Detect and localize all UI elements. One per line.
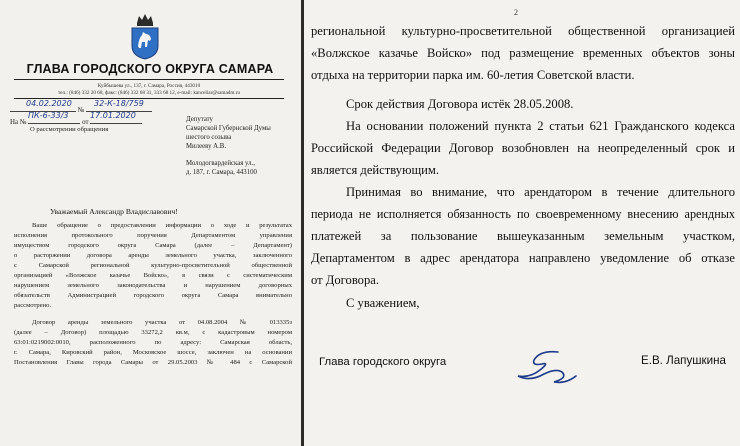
- handwritten-ref-number: ПК-6-33/3: [28, 111, 69, 120]
- recipient-line: Депутату: [186, 116, 213, 123]
- page-number: 2: [514, 8, 518, 17]
- para2-line: г. Самара, Кировский район, Московское шоссе, заключен на основании: [14, 349, 292, 356]
- basis-line: является действующим.: [311, 163, 440, 177]
- notice-line: от Договора.: [311, 273, 380, 287]
- recipient-line: Молодогвардейская ул.,: [186, 160, 255, 167]
- notice-line: платежей за пользование вышеуказанным земельным участком,: [311, 229, 735, 243]
- closing-phrase: С уважением,: [346, 296, 420, 310]
- heading-rule: [14, 79, 284, 80]
- notice-line: Департаментом в адрес арендатора направлено уведомление об отказе: [311, 251, 735, 265]
- para2-line: Договор аренды земельного участка от 04.08.2004 № 013335з: [32, 319, 292, 326]
- continuation-line: отдыха на территории парка им. 60-летия Советской власти.: [311, 68, 635, 82]
- handwritten-reg-date: 04.02.2020: [26, 99, 72, 108]
- basis-line: На основании положений пункта 2 статьи 621 Гражданского кодекса: [346, 119, 735, 133]
- letter-first-page: [0, 0, 301, 446]
- samara-coat-of-arms-icon: [128, 10, 162, 60]
- continuation-line: региональной культурно-просветительной общественной организацией: [311, 24, 735, 38]
- para2-line: 63:01:0219002:0010, расположенного по адресу: Самарская область,: [14, 339, 292, 346]
- para1-line: нарушением земельного законодательства и нарушением договорных: [14, 282, 292, 289]
- para1-line: о расторжении договора аренды земельного участка, заключенного: [14, 252, 292, 259]
- recipient-line: Самарской Губернской Думы: [186, 125, 271, 132]
- notice-line: периода не исполняется обязанность по своевременному внесению арендных: [311, 207, 735, 221]
- handwritten-signature-icon: [510, 346, 580, 388]
- signer-name: Е.В. Лапушкина: [641, 354, 726, 367]
- salutation: Уважаемый Александр Владиславович!: [50, 207, 178, 216]
- recipient-line: Милееву А.В.: [186, 143, 227, 150]
- continuation-line: «Волжское казачье Войско» под размещение временных объектов зоны: [311, 46, 735, 60]
- para1-line: имуществом городского округа Самара (далее – Департамент): [14, 242, 292, 249]
- para2-line: (далее – Договор) площадью 33272,2 кв.м, с кадастровым номером: [14, 329, 292, 336]
- reg-on-prefix: На №: [10, 118, 27, 126]
- para1-line: исполнения протокольного поручения Департаментом управления: [14, 232, 292, 239]
- sender-heading: ГЛАВА ГОРОДСКОГО ОКРУГА САМАРА: [26, 62, 274, 76]
- handwritten-ref-date: 17.01.2020: [90, 111, 136, 120]
- para1-line: Ваше обращение о предоставлении информации о ходе и результатах: [32, 222, 292, 229]
- letter-second-page: [304, 0, 740, 446]
- para1-line: рассмотрено.: [14, 302, 52, 309]
- sender-address: Куйбышева ул., 137, г. Самара, Россия, 443010: [97, 83, 201, 89]
- para1-line: обязательств Администрацией городского округа Самара внимательно: [14, 292, 292, 299]
- para2-line: Постановления Главы города Самары от 29.05.2003 № 484 с Самарской: [14, 359, 292, 366]
- reg-subject: О рассмотрении обращения: [30, 126, 109, 133]
- basis-line: Российской Федерации Договор возобновлен на неопределенный срок и: [311, 141, 735, 155]
- handwritten-reg-number: 32-К-18/759: [94, 99, 144, 108]
- reg-from-prefix: от: [82, 118, 89, 126]
- term-paragraph: Срок действия Договора истёк 28.05.2008.: [346, 97, 574, 111]
- reg-no-prefix: №: [77, 106, 85, 114]
- para1-line: с Самарской региональной культурно-просветительной общественной: [14, 262, 292, 269]
- recipient-line: шестого созыва: [186, 134, 232, 141]
- signer-title: Глава городского округа: [319, 356, 447, 368]
- para1-line: организацией «Волжское казачье Войско», в связи с систематическим: [14, 272, 292, 279]
- sender-contacts: тел.: (846) 332 20 68, факс: (846) 332 68 31, 333 68 12, e-mail: kanceliar@samadm.ru: [57, 90, 241, 96]
- notice-line: Принимая во внимание, что арендатором в течение длительного: [346, 185, 735, 199]
- recipient-line: д. 187, г. Самара, 443100: [186, 169, 257, 176]
